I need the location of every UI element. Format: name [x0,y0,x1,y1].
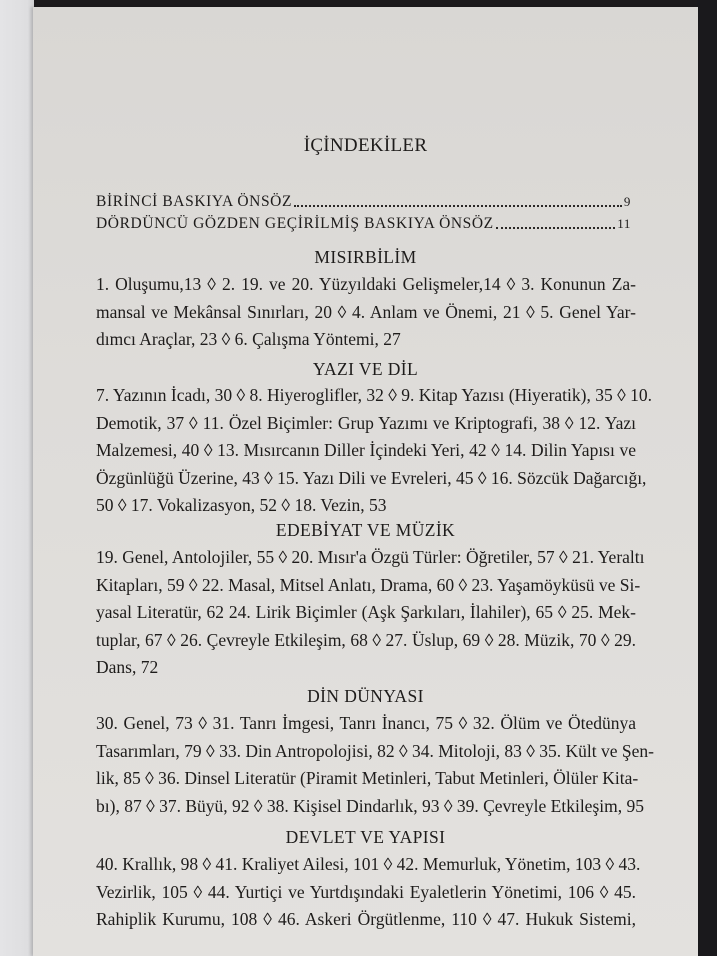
entry-line: Malzemesi, 40 ◊ 13. Mısırcanın Diller İçindeki Yeri, 42 ◊ 14. Dilin Yapısı ve [96,440,636,460]
entry-line: 50 ◊ 17. Vokalizasyon, 52 ◊ 18. Vezin, 53 [96,495,387,515]
entry-line: Özgünlüğü Üzerine, 43 ◊ 15. Yazı Dili ve Evreleri, 45 ◊ 16. Sözcük Dağarcığı, [96,467,647,488]
toc-entry-page: 11 [617,216,631,231]
entry-line: 19. Genel, Antolojiler, 55 ◊ 20. Mısır'a Özgü Türler: Öğretiler, 57 ◊ 21. Yeraltı [96,547,645,567]
facing-page-edge [0,0,34,956]
entry-line: Rahiplik Kurumu, 108 ◊ 46. Askeri Örgütlenme, 110 ◊ 47. Hukuk Sistemi, [96,909,636,929]
section-entries-devlet-ve-yapisi [96,851,641,934]
dot-leader [294,203,622,207]
toc-entry-page: 9 [623,194,631,209]
book-page [33,7,698,956]
toc-entry-preface-first [96,193,631,211]
entry-line: Demotik, 37 ◊ 11. Özel Biçimler: Grup Yazımı ve Kriptografi, 38 ◊ 12. Yazı [96,412,636,433]
section-entries-din-dunyasi [96,710,654,820]
entry-line: dımcı Araçlar, 23 ◊ 6. Çalışma Yöntemi, 27 [96,329,401,349]
entry-line: 1. Oluşumu,13 ◊ 2. 19. ve 20. Yüzyıldaki Gelişmeler,14 ◊ 3. Konunun Za- [96,274,636,294]
dot-leader [496,225,616,229]
section-heading-devlet-ve-yapisi: DEVLET VE YAPISI [285,827,446,847]
entry-line: lik, 85 ◊ 36. Dinsel Literatür (Piramit Metinleri, Tabut Metinleri, Ölüler Kita- [96,768,639,788]
background-top [34,0,717,7]
entry-line: Kitapları, 59 ◊ 22. Masal, Mitsel Anlatı, Drama, 60 ◊ 23. Yaşamöyküsü ve Si- [96,574,641,595]
entry-line: Vezirlik, 105 ◊ 44. Yurtiçi ve Yurtdışındaki Eyaletlerin Yönetimi, 106 ◊ 45. [96,881,636,902]
entry-line: 30. Genel, 73 ◊ 31. Tanrı İmgesi, Tanrı İnancı, 75 ◊ 32. Ölüm ve Ötedünya [96,713,636,733]
section-entries-edebiyat-ve-muzik [96,544,645,682]
section-heading-din-dunyasi: DİN DÜNYASI [307,686,424,706]
background-right [697,0,717,956]
table-of-contents [33,7,698,956]
page-title: İÇİNDEKİLER [303,135,428,156]
entry-line: mansal ve Mekânsal Sınırları, 20 ◊ 4. Anlam ve Önemi, 21 ◊ 5. Genel Yar- [96,301,636,322]
section-entries-yazi-ve-dil [96,382,652,520]
entry-line: yasal Literatür, 62 24. Lirik Biçimler (Aşk Şarkıları, İlahiler), 65 ◊ 25. Mek- [96,602,636,622]
entry-line: bı), 87 ◊ 37. Büyü, 92 ◊ 38. Kişisel Dindarlık, 93 ◊ 39. Çevreyle Etkileşim, 95 [96,795,644,816]
entry-line: tuplar, 67 ◊ 26. Çevreyle Etkileşim, 68 ◊ 27. Üslup, 69 ◊ 28. Müzik, 70 ◊ 29. [96,629,636,650]
toc-entry-label: BİRİNCİ BASKIYA ÖNSÖZ [96,193,293,210]
entry-line: 40. Krallık, 98 ◊ 41. Kraliyet Ailesi, 101 ◊ 42. Memurluk, Yönetim, 103 ◊ 43. [96,854,641,874]
section-entries-misirbilim [96,271,636,354]
entry-line: Dans, 72 [96,657,159,677]
section-heading-edebiyat-ve-muzik: EDEBİYAT VE MÜZİK [275,520,456,540]
section-heading-misirbilim: MISIRBİLİM [314,247,417,267]
entry-line: Tasarımları, 79 ◊ 33. Din Antropolojisi, 82 ◊ 34. Mitoloji, 83 ◊ 35. Kült ve Şen- [96,740,654,761]
toc-entry-label: DÖRDÜNCÜ GÖZDEN GEÇİRİLMİŞ BASKIYA ÖNSÖZ [96,215,494,232]
entry-line: 7. Yazının İcadı, 30 ◊ 8. Hiyeroglifler, 32 ◊ 9. Kitap Yazısı (Hiyeratik), 35 ◊ 10. [96,385,652,405]
toc-entry-preface-fourth [96,215,631,233]
section-heading-yazi-ve-dil: YAZI VE DİL [312,359,419,379]
